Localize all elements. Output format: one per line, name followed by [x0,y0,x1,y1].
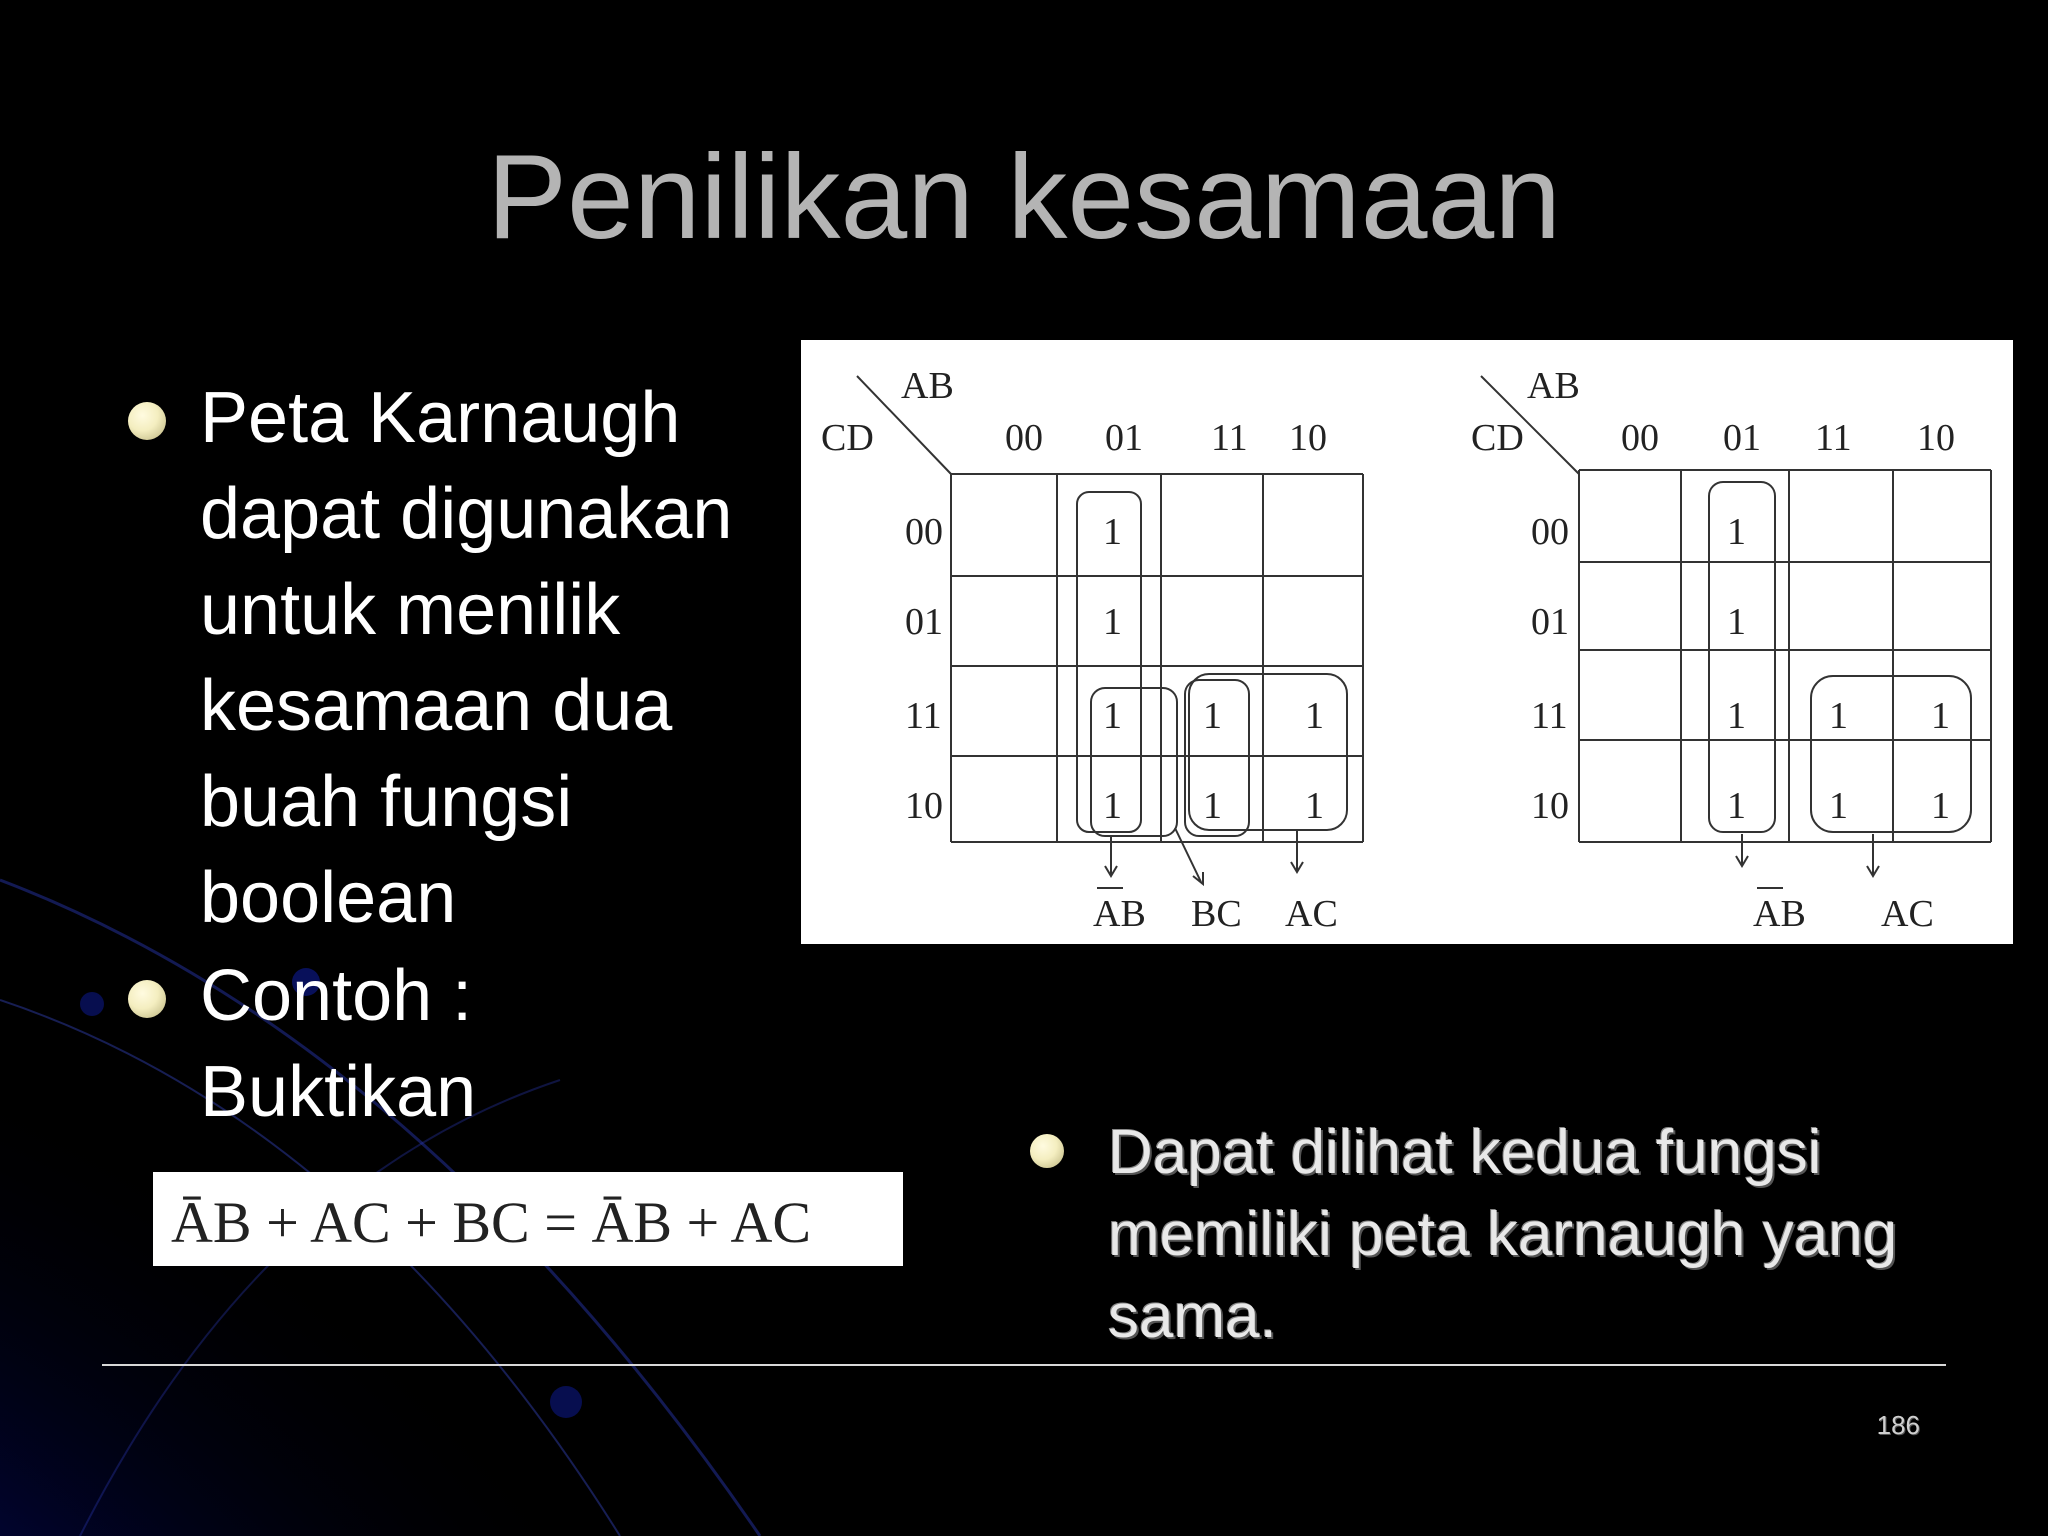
kmap-grid [951,474,1363,842]
kmap-cell: 1 [1103,511,1122,553]
kmap-cell: 1 [1103,601,1122,643]
kmap-cell: 1 [1305,695,1324,737]
kmap-col-header: 00 [1005,417,1043,459]
kmap-group-label: AB [1753,893,1806,935]
kmap-row-header: 00 [905,511,943,553]
kmap-group-label: AC [1881,893,1934,935]
kmap-cell: 1 [1203,695,1222,737]
kmap-cell: 1 [1727,601,1746,643]
kmap-cell: 1 [1829,785,1848,827]
kmap-group-label: AC [1285,893,1338,935]
equation-image [153,1172,903,1266]
equation-text: ĀB + AC + BC = ĀB + AC [171,1190,812,1255]
kmap-row-header: 00 [1531,511,1569,553]
kmap-grid [1579,470,1991,842]
kmap-right [1471,365,1991,935]
kmap-corner-top: AB [901,365,954,407]
kmap-row-header: 10 [1531,785,1569,827]
kmap-arrows [1736,834,1879,876]
kmap-row-header: 01 [905,601,943,643]
kmap-col-header: 10 [1917,417,1955,459]
page-number: 186 [1876,1410,1920,1440]
kmap-cell: 1 [1103,785,1122,827]
kmap-col-header: 01 [1723,417,1761,459]
kmap-cell: 1 [1305,785,1324,827]
kmap-cell: 1 [1203,785,1222,827]
bullet-icon [1030,1134,1064,1168]
karnaugh-maps-image [801,340,2013,944]
bullet-icon [128,980,166,1018]
kmap-group-label: AB [1093,893,1146,935]
kmap-row-header: 10 [905,785,943,827]
conclusion-text: Dapat dilihat kedua fungsi memiliki peta karnaugh yang sama. [1108,1118,1898,1351]
bullet-text: Contoh : Buktikan [200,956,477,1132]
kmap-col-header: 01 [1105,417,1143,459]
kmap-col-header: 10 [1289,417,1327,459]
kmap-row-header: 11 [1531,695,1568,737]
kmap-group-label: BC [1191,893,1242,935]
kmap-corner-left: CD [821,417,874,459]
kmap-cell: 1 [1931,785,1950,827]
kmap-left [821,365,1363,935]
conclusion-bullet [1026,1112,2016,1358]
kmap-cell: 1 [1103,695,1122,737]
footer-divider [102,1364,1946,1366]
bullet-text: Peta Karnaugh dapat digunakan untuk menilik kesamaan dua buah fungsi boolean [200,378,733,938]
kmap-col-header: 11 [1815,417,1852,459]
kmap-row-header: 11 [905,695,942,737]
kmap-cell: 1 [1727,785,1746,827]
bullet-icon [128,402,166,440]
bullet-item [124,948,814,1140]
kmap-cell: 1 [1727,511,1746,553]
kmap-groups [1709,482,1971,832]
slide-title: Penilikan kesamaan [487,130,1561,264]
kmap-cell: 1 [1829,695,1848,737]
kmap-row-header: 01 [1531,601,1569,643]
bullet-list [124,370,814,1140]
kmap-col-header: 00 [1621,417,1659,459]
kmap-corner-top: AB [1527,365,1580,407]
kmap-col-header: 11 [1211,417,1248,459]
kmap-cell: 1 [1931,695,1950,737]
kmap-corner-left: CD [1471,417,1524,459]
kmap-cell: 1 [1727,695,1746,737]
bullet-item [124,370,814,946]
